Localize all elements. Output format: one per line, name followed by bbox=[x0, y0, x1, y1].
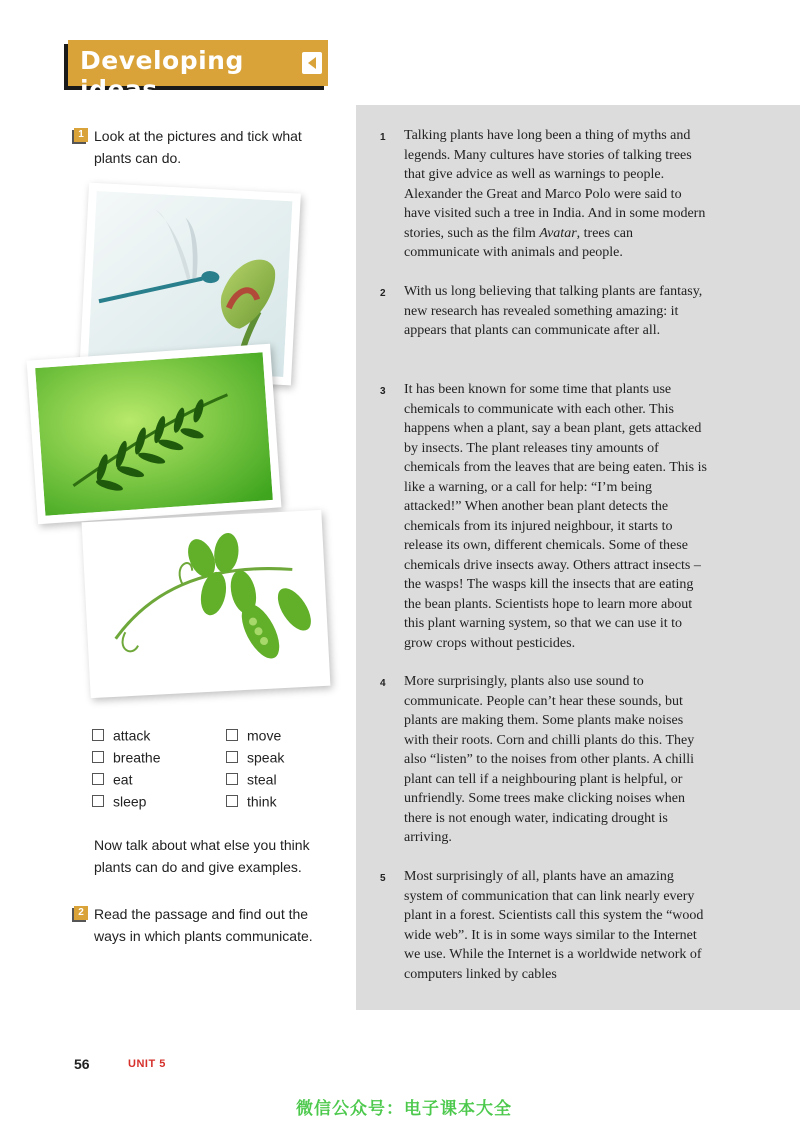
paragraph-5 bbox=[380, 867, 710, 984]
paragraph-4 bbox=[380, 672, 710, 848]
checkbox[interactable] bbox=[226, 773, 238, 785]
paragraph-number: 1 bbox=[380, 132, 386, 143]
page-number: 56 bbox=[74, 1056, 90, 1072]
paragraph-number: 3 bbox=[380, 386, 386, 397]
leaf-photo bbox=[27, 344, 282, 525]
checkbox[interactable] bbox=[92, 729, 104, 741]
unit-label: UNIT 5 bbox=[128, 1058, 166, 1070]
paragraph-3 bbox=[380, 380, 710, 653]
option-eat[interactable]: eat bbox=[92, 770, 132, 790]
film-title: Avatar bbox=[539, 225, 577, 241]
option-sleep[interactable]: sleep bbox=[92, 792, 146, 812]
checkbox[interactable] bbox=[92, 795, 104, 807]
checkbox[interactable] bbox=[226, 795, 238, 807]
paragraph-number: 2 bbox=[380, 288, 386, 299]
option-speak[interactable]: speak bbox=[226, 748, 284, 768]
option-move[interactable]: move bbox=[226, 726, 281, 746]
checkbox[interactable] bbox=[92, 773, 104, 785]
paragraph-text: Most surprisingly of all, plants have an amazing system of communication that can link nearly every plant in a forest. Scientists call this system the “wood wide web”. It is in some ways similar to the Internet we use. While the Internet is a worldwide network of computers linked by cables bbox=[404, 869, 704, 982]
option-think[interactable]: think bbox=[226, 792, 277, 812]
paragraph-text: Talking plants have long been a thing of myths and legends. Many cultures have stories of talking trees that give advice as well as warnings to people. Alexander the Great and Marco Polo were said to have visited such a tree in India. And in some modern stories, such as the film Avatar, trees can communicate with animals and people. bbox=[404, 128, 706, 260]
section-header bbox=[68, 40, 328, 104]
back-arrow-icon bbox=[302, 52, 322, 74]
task-1-instruction: Look at the pictures and tick what plants can do. bbox=[94, 128, 302, 166]
paragraph-2 bbox=[380, 282, 710, 341]
task-number-badge: 2 bbox=[74, 906, 88, 920]
task-2-instruction: Read the passage and find out the ways in which plants communicate. bbox=[94, 906, 313, 944]
pea-plant-photo bbox=[82, 510, 331, 698]
task-1-followup: Now talk about what else you think plants can do and give examples. bbox=[94, 837, 310, 875]
section-title: Developing ideas bbox=[80, 46, 244, 104]
option-breathe[interactable]: breathe bbox=[92, 748, 160, 768]
paragraph-1 bbox=[380, 126, 710, 263]
option-steal[interactable]: steal bbox=[226, 770, 277, 790]
task-number-badge: 1 bbox=[74, 128, 88, 142]
paragraph-text: It has been known for some time that plants use chemicals to communicate with each other. This happens when a plant, say a bean plant, gets attacked by insects. The plant releases tiny amounts of chemicals from the leaves that are being eaten. This is like a warning, or a call for help: “I’m being attacked!” When another bean plant detects the chemicals from its injured neighbour, it starts to release its own, different chemicals. Some of these chemicals drive insects away. Others attract insects – the wasps! The wasps kill the insects that are eating the bean plants. Scientists hope to learn more about this plant warning system, so that we can use it to grow crops without pesticides. bbox=[404, 382, 707, 651]
task-2 bbox=[74, 903, 324, 947]
paragraph-number: 4 bbox=[380, 678, 386, 689]
task-1 bbox=[74, 125, 324, 169]
paragraph-text: More surprisingly, plants also use sound to communicate. People can’t hear these sounds, but plants are making them. Some plants make noises with their roots. Corn and chilli plants do this. They also “listen” to the noises from other plants. A chilli plant can tell if a neighbouring plant is helpful, or unfriendly. Some trees make clicking noises when there is not enough water, indicating drought is arriving. bbox=[404, 674, 695, 845]
checkbox[interactable] bbox=[226, 751, 238, 763]
checkbox[interactable] bbox=[226, 729, 238, 741]
option-attack[interactable]: attack bbox=[92, 726, 150, 746]
paragraph-number: 5 bbox=[380, 873, 386, 884]
checkbox[interactable] bbox=[92, 751, 104, 763]
paragraph-text: With us long believing that talking plants are fantasy, new research has revealed something amazing: it appears that plants can communicate after all. bbox=[404, 284, 703, 338]
watermark-text: 微信公众号：电子课本大全 bbox=[296, 1099, 512, 1118]
